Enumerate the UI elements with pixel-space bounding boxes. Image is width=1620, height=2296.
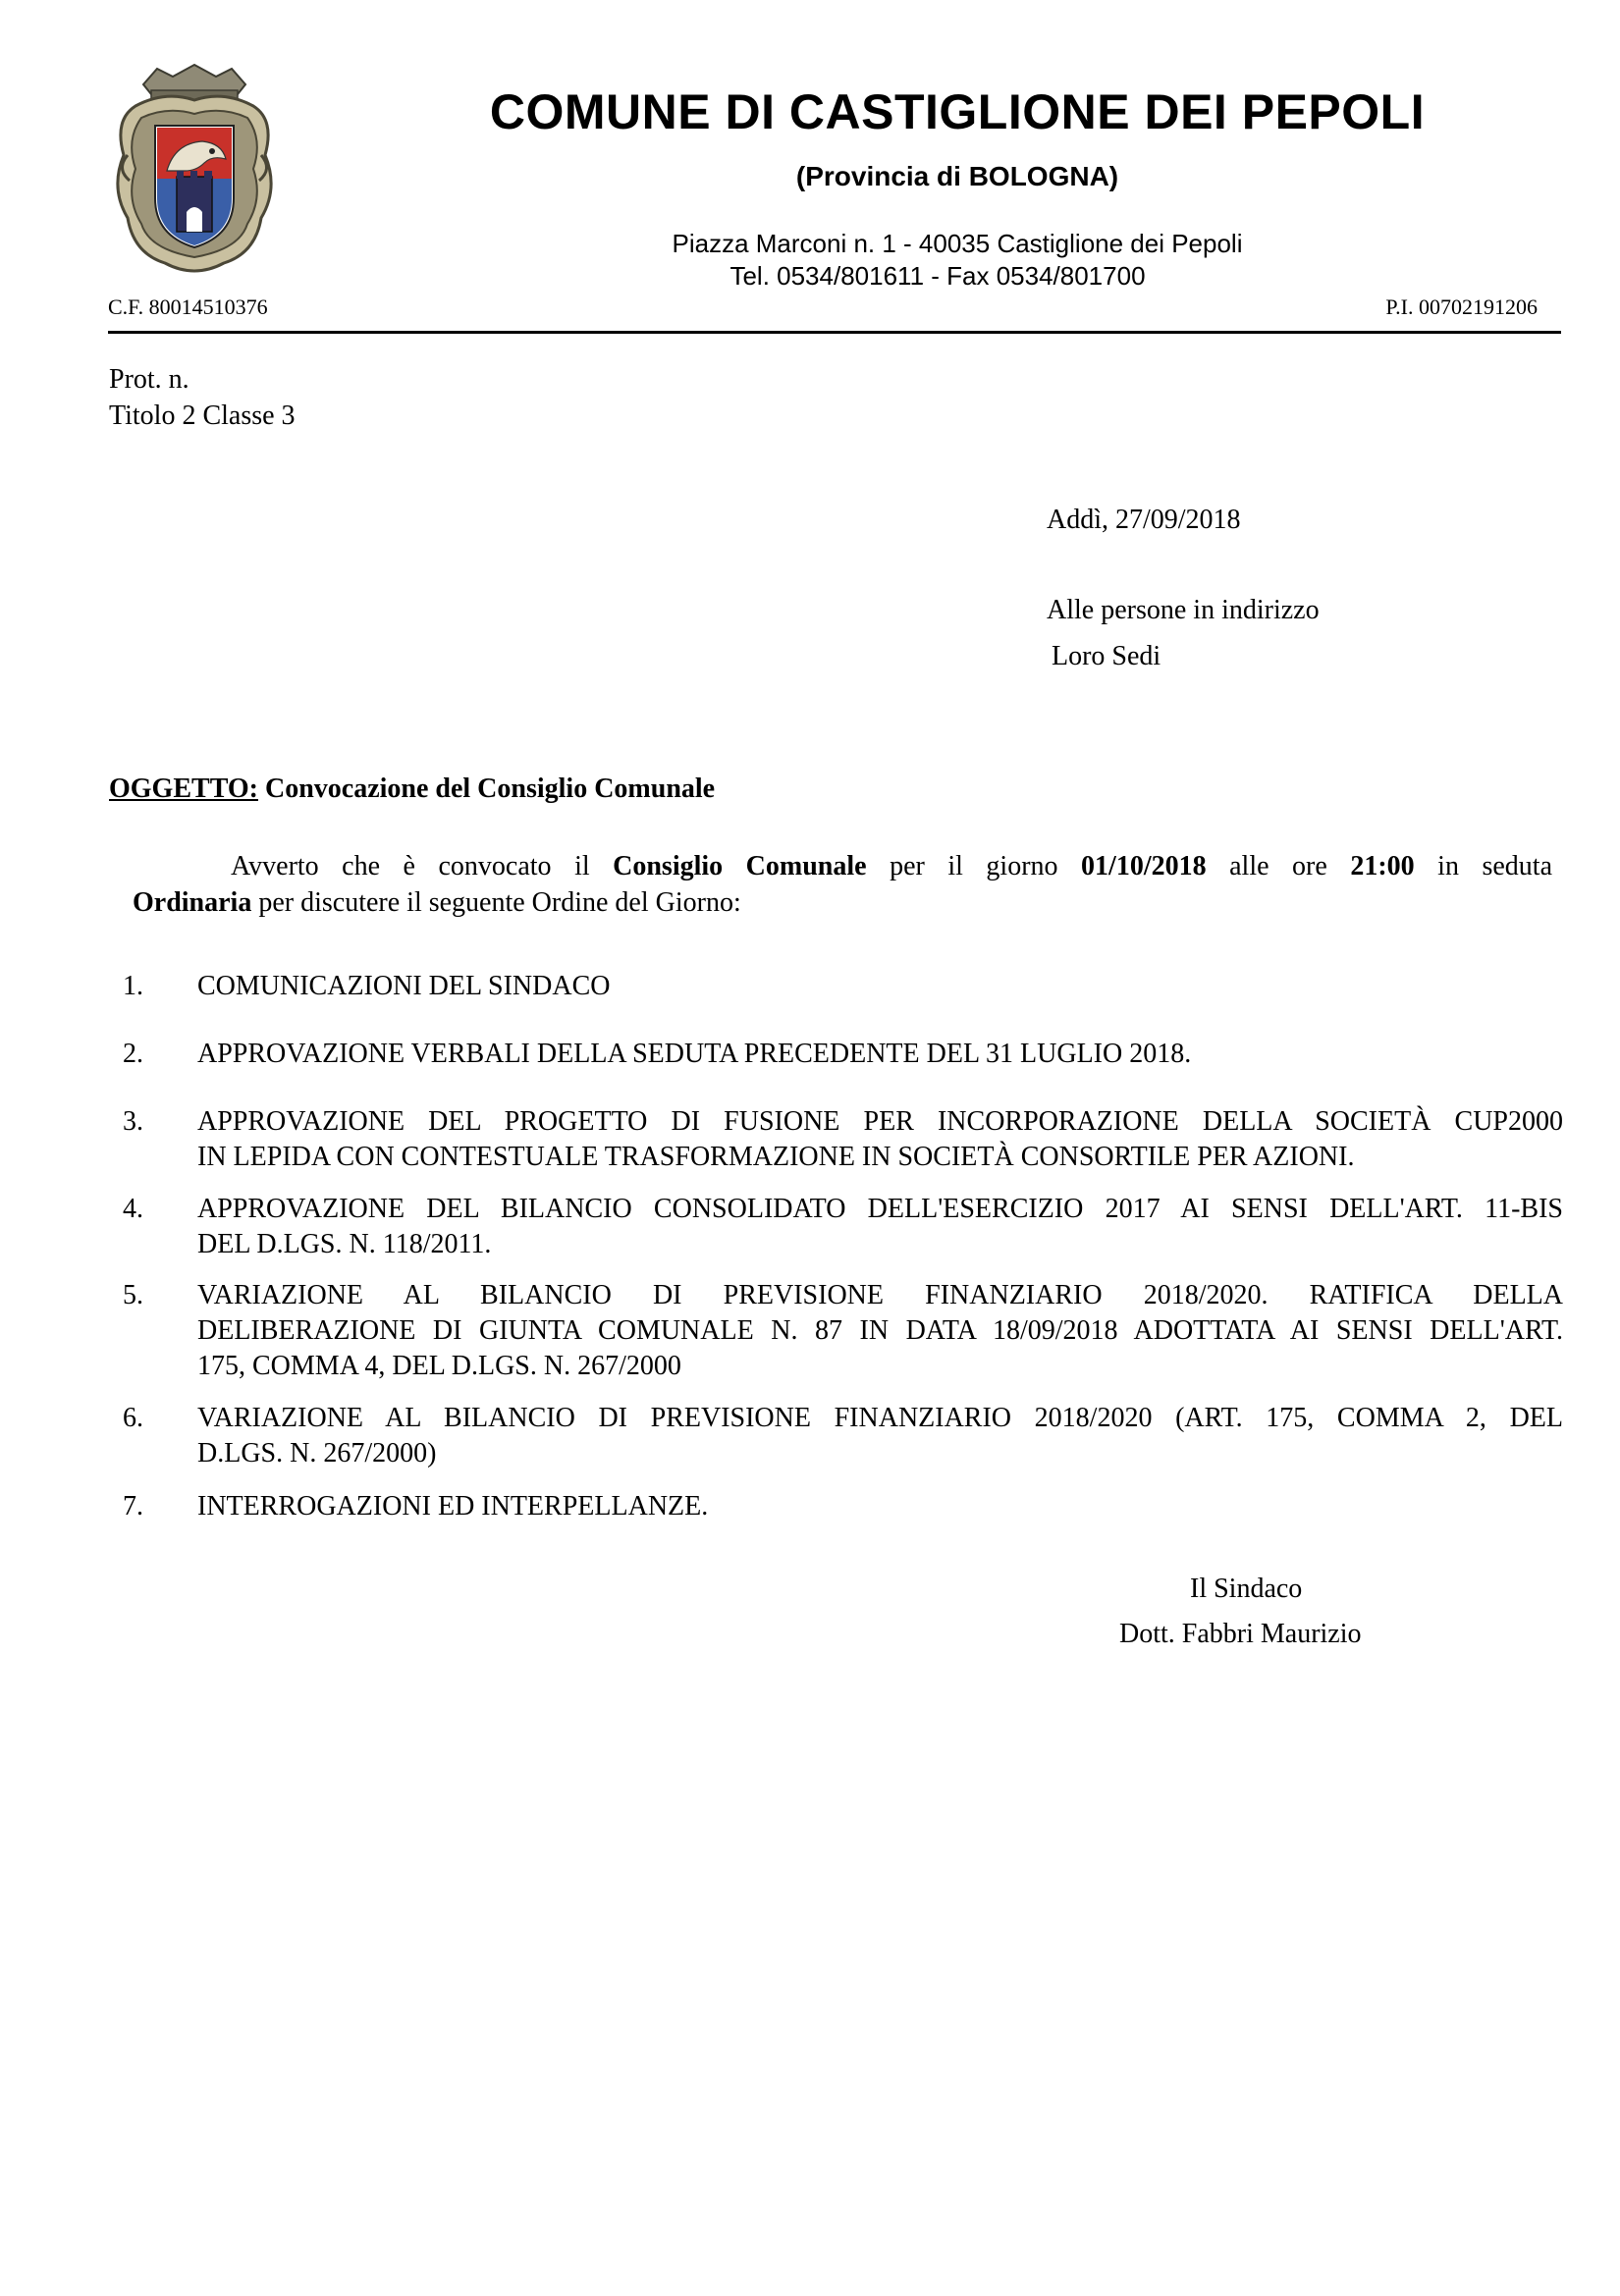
- agenda-item-text: APPROVAZIONE VERBALI DELLA SEDUTA PRECEDENTE DEL 31 LUGLIO 2018.: [197, 1039, 1192, 1069]
- agenda-item-text: COMUNICAZIONI DEL SINDACO: [197, 971, 611, 1001]
- subject-text: Convocazione del Consiglio Comunale: [257, 774, 716, 804]
- agenda-item-text: VARIAZIONE AL BILANCIO DI PREVISIONE FINANZIARIO 2018/2020 (ART. 175, COMMA 2, DEL: [197, 1403, 1563, 1433]
- agenda-item-text: APPROVAZIONE DEL PROGETTO DI FUSIONE PER INCORPORAZIONE DELLA SOCIETÀ CUP2000: [197, 1106, 1563, 1137]
- intro-text: per il giorno: [866, 851, 1082, 881]
- signatory-name: Dott. Fabbri Maurizio: [1119, 1619, 1362, 1649]
- agenda-item: [123, 1037, 1563, 1072]
- agenda-item: [123, 969, 1563, 1004]
- intro-paragraph-line1: [133, 849, 1552, 884]
- agenda-item-number: 4.: [123, 1194, 143, 1224]
- subject-label: OGGETTO:: [109, 774, 258, 804]
- agenda-item-number: 6.: [123, 1403, 143, 1433]
- municipality-name: COMUNE DI CASTIGLIONE DEI PEPOLI: [489, 84, 1426, 139]
- council-name: Consiglio Comunale: [613, 851, 867, 881]
- agenda-item-text: 175, COMMA 4, DEL D.LGS. N. 267/2000: [197, 1351, 681, 1381]
- agenda-item-text: INTERROGAZIONI ED INTERPELLANZE.: [197, 1491, 709, 1522]
- subject-line: [109, 772, 715, 807]
- province-line: (Provincia di BOLOGNA): [795, 161, 1119, 191]
- meeting-time: 21:00: [1350, 851, 1415, 881]
- address-line: Piazza Marconi n. 1 - 40035 Castiglione dei Pepoli: [672, 229, 1243, 258]
- coat-of-arms-logo: [106, 61, 283, 279]
- agenda-item-text: VARIAZIONE AL BILANCIO DI PREVISIONE FINANZIARIO 2018/2020. RATIFICA DELLA: [197, 1280, 1563, 1310]
- signatory-role: Il Sindaco: [1190, 1574, 1303, 1604]
- agenda-item-number: 3.: [123, 1106, 143, 1137]
- session-type: Ordinaria: [133, 887, 252, 918]
- classification: Titolo 2 Classe 3: [109, 400, 296, 431]
- recipient-location: Loro Sedi: [1052, 641, 1161, 671]
- intro-text: per discutere il seguente Ordine del Giorno:: [251, 887, 741, 918]
- header-divider: [108, 331, 1561, 334]
- agenda-item-number: 7.: [123, 1491, 143, 1522]
- agenda-item-number: 5.: [123, 1280, 143, 1310]
- agenda-item-number: 1.: [123, 971, 143, 1001]
- agenda-item-text: DELIBERAZIONE DI GIUNTA COMUNALE N. 87 IN DATA 18/09/2018 ADOTTATA AI SENSI DELL'ART.: [197, 1315, 1563, 1346]
- intro-text: Avverto che è convocato il: [231, 851, 614, 881]
- tax-code: C.F. 80014510376: [108, 294, 268, 319]
- agenda-item: [123, 1278, 1563, 1384]
- protocol-number: Prot. n.: [109, 364, 189, 395]
- agenda-item: [123, 1192, 1563, 1262]
- agenda-item: [123, 1489, 1563, 1524]
- meeting-date: 01/10/2018: [1081, 851, 1207, 881]
- agenda-item-number: 2.: [123, 1039, 143, 1069]
- phone-fax-line: Tel. 0534/801611 - Fax 0534/801700: [729, 261, 1146, 291]
- intro-text: alle ore: [1206, 851, 1351, 881]
- agenda-item: [123, 1104, 1563, 1175]
- agenda-item-text: D.LGS. N. 267/2000): [197, 1438, 437, 1468]
- intro-paragraph-line2: [133, 885, 741, 921]
- agenda-item-text: DEL D.LGS. N. 118/2011.: [197, 1229, 492, 1259]
- agenda-item-text: IN LEPIDA CON CONTESTUALE TRASFORMAZIONE IN SOCIETÀ CONSORTILE PER AZIONI.: [197, 1142, 1355, 1172]
- vat-number: P.I. 00702191206: [1385, 294, 1538, 319]
- agenda-item: [123, 1401, 1563, 1471]
- agenda-item-text: APPROVAZIONE DEL BILANCIO CONSOLIDATO DELL'ESERCIZIO 2017 AI SENSI DELL'ART. 11-BIS: [197, 1194, 1563, 1224]
- intro-text: in seduta: [1414, 851, 1552, 881]
- letter-date: Addì, 27/09/2018: [1047, 505, 1241, 535]
- recipient-line: Alle persone in indirizzo: [1047, 595, 1320, 625]
